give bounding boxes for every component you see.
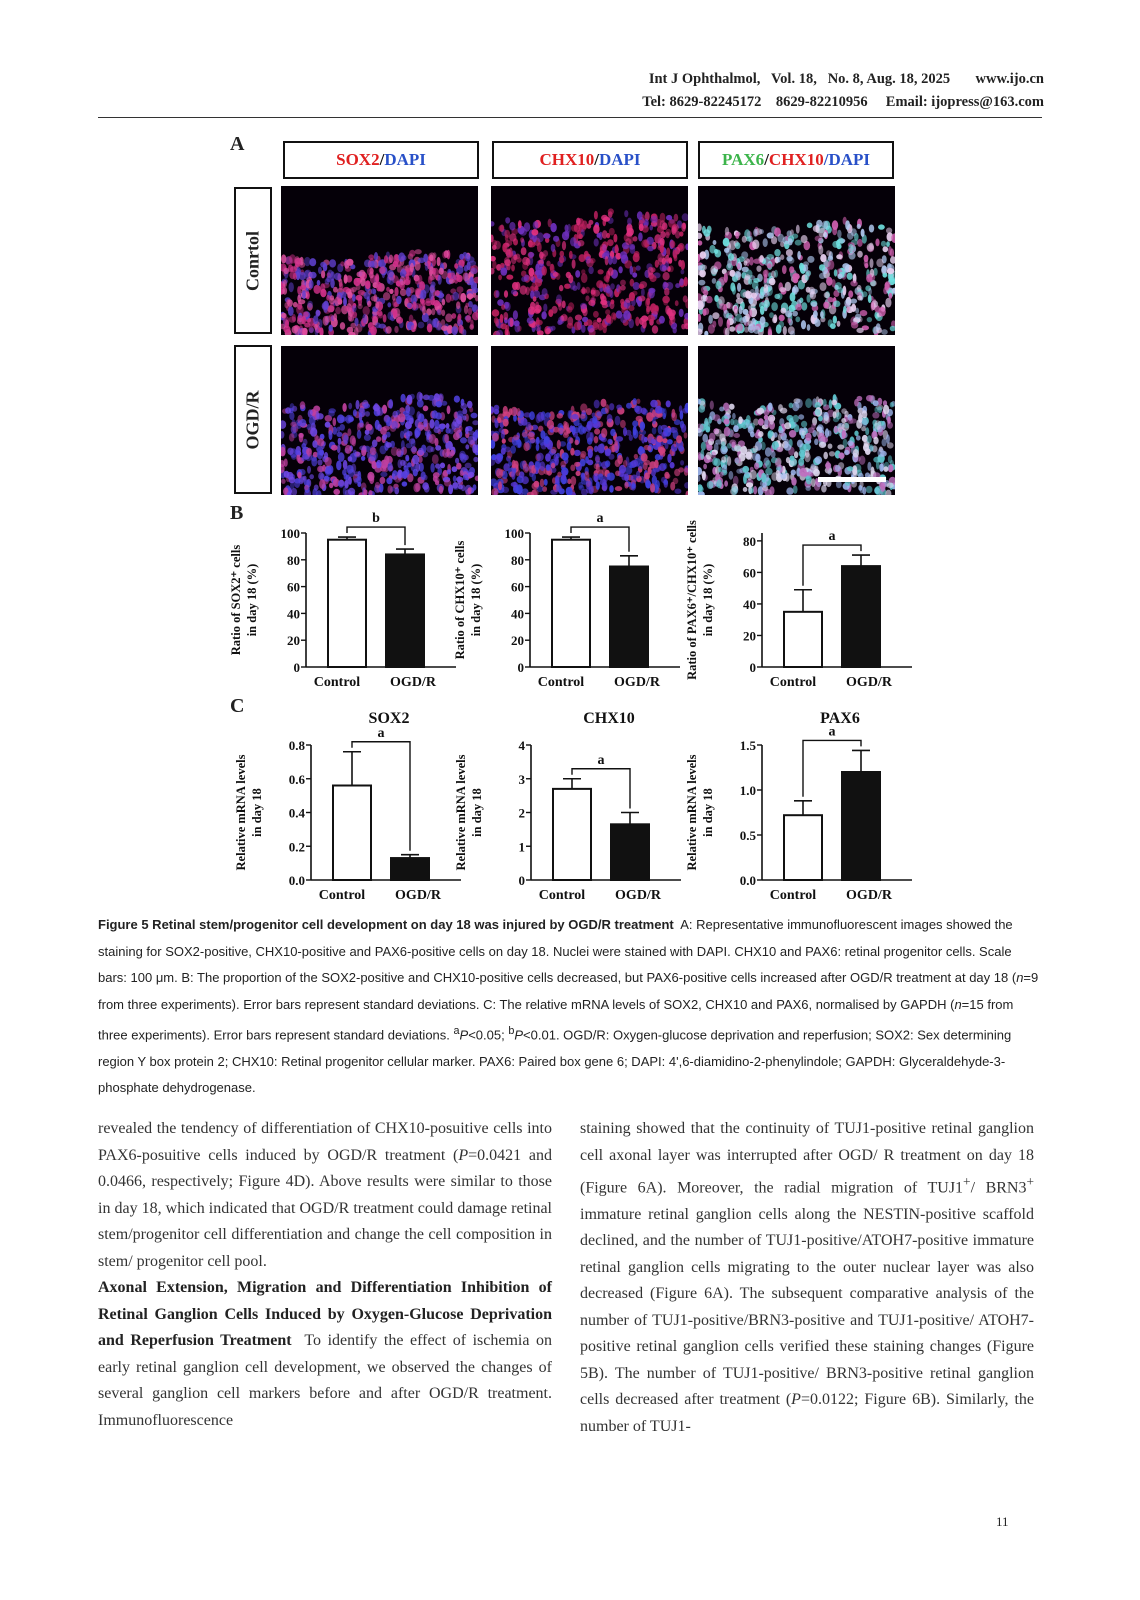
channel-label-part: DAPI xyxy=(828,150,870,169)
y-tick-label: 100 xyxy=(504,526,524,541)
x-category-label: OGD/R xyxy=(614,675,660,690)
caption-text-3: =15 from three experiments). Error bars represent standard deviations. xyxy=(98,996,1014,1043)
bar-ogdr xyxy=(611,824,649,880)
y-tick-label: 0.0 xyxy=(288,873,305,888)
journal-header-line1: Int J Ophthalmol, Vol. 18, No. 8, Aug. 18, 2025 www.ijo.cn xyxy=(648,71,1044,87)
x-category-label: OGD/R xyxy=(846,888,892,903)
channel-label-part: / xyxy=(379,150,385,169)
y-tick-label: 20 xyxy=(287,633,300,649)
caption-title: Figure 5 Retinal stem/progenitor cell development on day 18 was injured by OGD/R treatment xyxy=(98,917,674,932)
y-tick-label: 0 xyxy=(517,660,524,675)
bar-control xyxy=(333,786,371,881)
chart-title: SOX2 xyxy=(368,710,410,727)
y-axis-label: Relative mRNA levels in day 18 xyxy=(234,754,264,871)
page-number: 11 xyxy=(996,1514,1009,1529)
body-right-column xyxy=(580,1116,1034,1440)
y-axis-label: Ratio of SOX2⁺ cells in day 18 (%) xyxy=(229,544,259,656)
y-tick-label: 0.4 xyxy=(288,805,305,821)
bar-control xyxy=(784,612,822,667)
figure-caption xyxy=(98,912,1042,1102)
bar-control xyxy=(328,540,366,667)
significance-label: a xyxy=(596,511,604,527)
right-text-3: immature retinal ganglion cells along the NESTIN-positive scaffold declined, and the number of TUJ1-positive/ATOH7-positive immature retinal ganglion cells migrating to the outer nuclear layer was also decreased (Figure 6A). The subsequent comparative analysis of the number of TUJ1-positive/BRN3-positive and TUJ1-positive/ ATOH7-positive retinal ganglion cells verified these staining changes (Figure 5B). The number of TUJ1-positive/ BRN3-positive retinal ganglion cells decreased after treatment ( xyxy=(580,1205,1034,1409)
channel-label-part: SOX2 xyxy=(336,150,380,169)
y-tick-label: 1.0 xyxy=(739,783,756,798)
left-para-2: To identify the effect of ischemia on early retinal ganglion cell development, we observed the changes of several ganglion cell markers before and after OGD/R treatment. Immunofluorescence xyxy=(98,1332,552,1429)
y-axis-label: Ratio of CHX10⁺ cells in day 18 (%) xyxy=(453,540,483,660)
chart-title: PAX6 xyxy=(820,710,860,727)
caption-text-1: A: Representative immunofluorescent images showed the staining for SOX2-positive, CHX10-positive and PAX6-positive cells on day 18. Nuclei were stained with DAPI. CHX10 and PAX6: retinal progenitor cells. Scale bars: 100 μm. B: The proportion of the SOX2-positive and CHX10-positive cells decreased, but PAX6-positive cells increased after OGD/R treatment at day 18 ( xyxy=(98,917,1017,985)
channel-label-part: / xyxy=(594,150,599,169)
y-tick-label: 4 xyxy=(518,738,525,753)
x-category-label: OGD/R xyxy=(390,675,436,690)
channel-label-part: / xyxy=(823,150,829,169)
significance-label: a xyxy=(597,752,605,768)
y-tick-label: 60 xyxy=(743,565,756,581)
left-para-1a: revealed the tendency of differentiation of CHX10-posuitive cells into PAX6-posuitive cells induced by OGD/R treatment ( xyxy=(98,1120,552,1164)
section-heading: Axonal Extension, Migration and Differentiation Inhibition of Retinal Ganglion Cells Induced by Oxygen-Glucose Deprivation and Reperfusion Treatment xyxy=(98,1279,552,1349)
panel-c-label: C xyxy=(230,695,245,717)
left-p-italic: P xyxy=(458,1146,469,1164)
row-label-control-text: Conrtol xyxy=(242,230,263,291)
y-tick-label: 2 xyxy=(518,805,525,821)
channel-label-part: CHX10 xyxy=(768,150,824,169)
caption-text-2: =9 from three experiments). Error bars represent standard deviations. C: The relative mRNA levels of SOX2, CHX10 and PAX6, normalised by GAPDH ( xyxy=(98,970,1039,1012)
journal-header-line2: Tel: 8629-82245172 8629-82210956 Email: ijopress@163.com xyxy=(642,94,1044,110)
channel-label-part: DAPI xyxy=(598,150,641,169)
bar-control xyxy=(552,540,590,667)
caption-p-b: P xyxy=(514,1027,524,1043)
y-tick-label: 100 xyxy=(280,526,300,541)
y-tick-label: 40 xyxy=(287,606,300,622)
x-category-label: Control xyxy=(769,888,817,903)
y-tick-label: 0.6 xyxy=(288,771,305,787)
right-sup-1: + xyxy=(963,1174,971,1189)
bar-ogdr xyxy=(842,772,880,880)
y-tick-label: 40 xyxy=(511,606,524,622)
channel-label-part: / xyxy=(764,150,769,169)
bar-ogdr xyxy=(386,554,424,667)
y-tick-label: 60 xyxy=(511,579,524,595)
x-category-label: OGD/R xyxy=(846,675,892,690)
right-text-4: =0.0122; Figure 6B). Similarly, the number of TUJ1- xyxy=(580,1391,1034,1435)
significance-label: b xyxy=(372,511,380,527)
panel-b-label: B xyxy=(230,502,244,524)
caption-p-a: P xyxy=(459,1027,469,1043)
x-category-label: Control xyxy=(313,675,361,690)
y-tick-label: 80 xyxy=(511,552,524,568)
y-tick-label: 0.8 xyxy=(288,738,305,753)
y-tick-label: 0.5 xyxy=(739,828,756,843)
bar-ogdr xyxy=(391,858,429,880)
body-left-column xyxy=(98,1116,552,1434)
caption-text-4: <0.05; xyxy=(468,1027,509,1043)
significance-label: a xyxy=(828,529,836,545)
caption-sup-a: a xyxy=(453,1025,460,1037)
caption-sup-b: b xyxy=(508,1025,515,1037)
left-para-1b: =0.0421 and 0.0466, respectively; Figure 4D). Above results were similar to those in day 18, which indicated that OGD/R treatment could damage retinal stem/progenitor cell differentiation and change the cell composition in stem/ progenitor cell pool. xyxy=(98,1146,553,1270)
right-p-italic: P xyxy=(791,1391,801,1409)
bar-ogdr xyxy=(842,566,880,667)
significance-label: a xyxy=(828,724,836,740)
y-tick-label: 80 xyxy=(743,533,756,549)
y-tick-label: 0.2 xyxy=(288,839,305,855)
bar-ogdr xyxy=(610,567,648,668)
y-tick-label: 0 xyxy=(293,660,300,675)
x-category-label: Control xyxy=(538,888,586,903)
y-tick-label: 20 xyxy=(743,628,756,644)
channel-label-part: DAPI xyxy=(384,150,426,169)
y-axis-label: Relative mRNA levels in day 18 xyxy=(454,754,484,871)
caption-n1: n xyxy=(1016,970,1024,985)
bar-control xyxy=(553,789,591,880)
y-tick-label: 1.5 xyxy=(739,738,756,753)
x-category-label: Control xyxy=(318,888,366,903)
y-axis-label: Ratio of PAX6⁺/CHX10⁺ cells in day 18 (%) xyxy=(685,520,715,680)
right-sup-2: + xyxy=(1026,1174,1035,1189)
y-tick-label: 40 xyxy=(743,596,756,612)
y-tick-label: 0.0 xyxy=(739,873,756,888)
channel-label-part: CHX10 xyxy=(539,150,595,169)
x-category-label: Control xyxy=(769,675,817,690)
y-tick-label: 1 xyxy=(518,839,525,855)
right-text-2: / BRN3 xyxy=(970,1179,1027,1197)
significance-label: a xyxy=(377,725,385,741)
y-tick-label: 3 xyxy=(518,771,525,787)
bar-control xyxy=(784,815,822,880)
x-category-label: Control xyxy=(537,675,585,690)
panel-a-label: A xyxy=(230,133,245,155)
channel-label-part: PAX6 xyxy=(722,150,765,169)
y-tick-label: 20 xyxy=(511,633,524,649)
caption-text-5: <0.01. OGD/R: Oxygen-glucose deprivation and reperfusion; SOX2: Sex determining region Y box protein 2; CHX10: Retinal progenitor cellular marker. PAX6: Paired box gene 6; DAPI: 4',6-diamidino-2-phenylindole; GAPDH: Glyceraldehyde-3-phosphate dehydrogenase. xyxy=(98,1027,1012,1096)
chart-title: CHX10 xyxy=(583,710,635,727)
y-tick-label: 0 xyxy=(518,873,525,888)
x-category-label: OGD/R xyxy=(615,888,661,903)
caption-n2: n xyxy=(954,996,962,1012)
y-tick-label: 60 xyxy=(287,579,300,595)
row-label-ogdr-text: OGD/R xyxy=(242,389,263,450)
y-tick-label: 0 xyxy=(749,660,756,675)
x-category-label: OGD/R xyxy=(395,888,441,903)
y-tick-label: 80 xyxy=(287,552,300,568)
right-text-1: staining showed that the continuity of TUJ1-positive retinal ganglion cell axonal layer was interrupted after OGD/ R treatment on day 18 (Figure 6A). Moreover, the radial migration of TUJ1 xyxy=(580,1120,1034,1197)
y-axis-label: Relative mRNA levels in day 18 xyxy=(685,754,715,871)
